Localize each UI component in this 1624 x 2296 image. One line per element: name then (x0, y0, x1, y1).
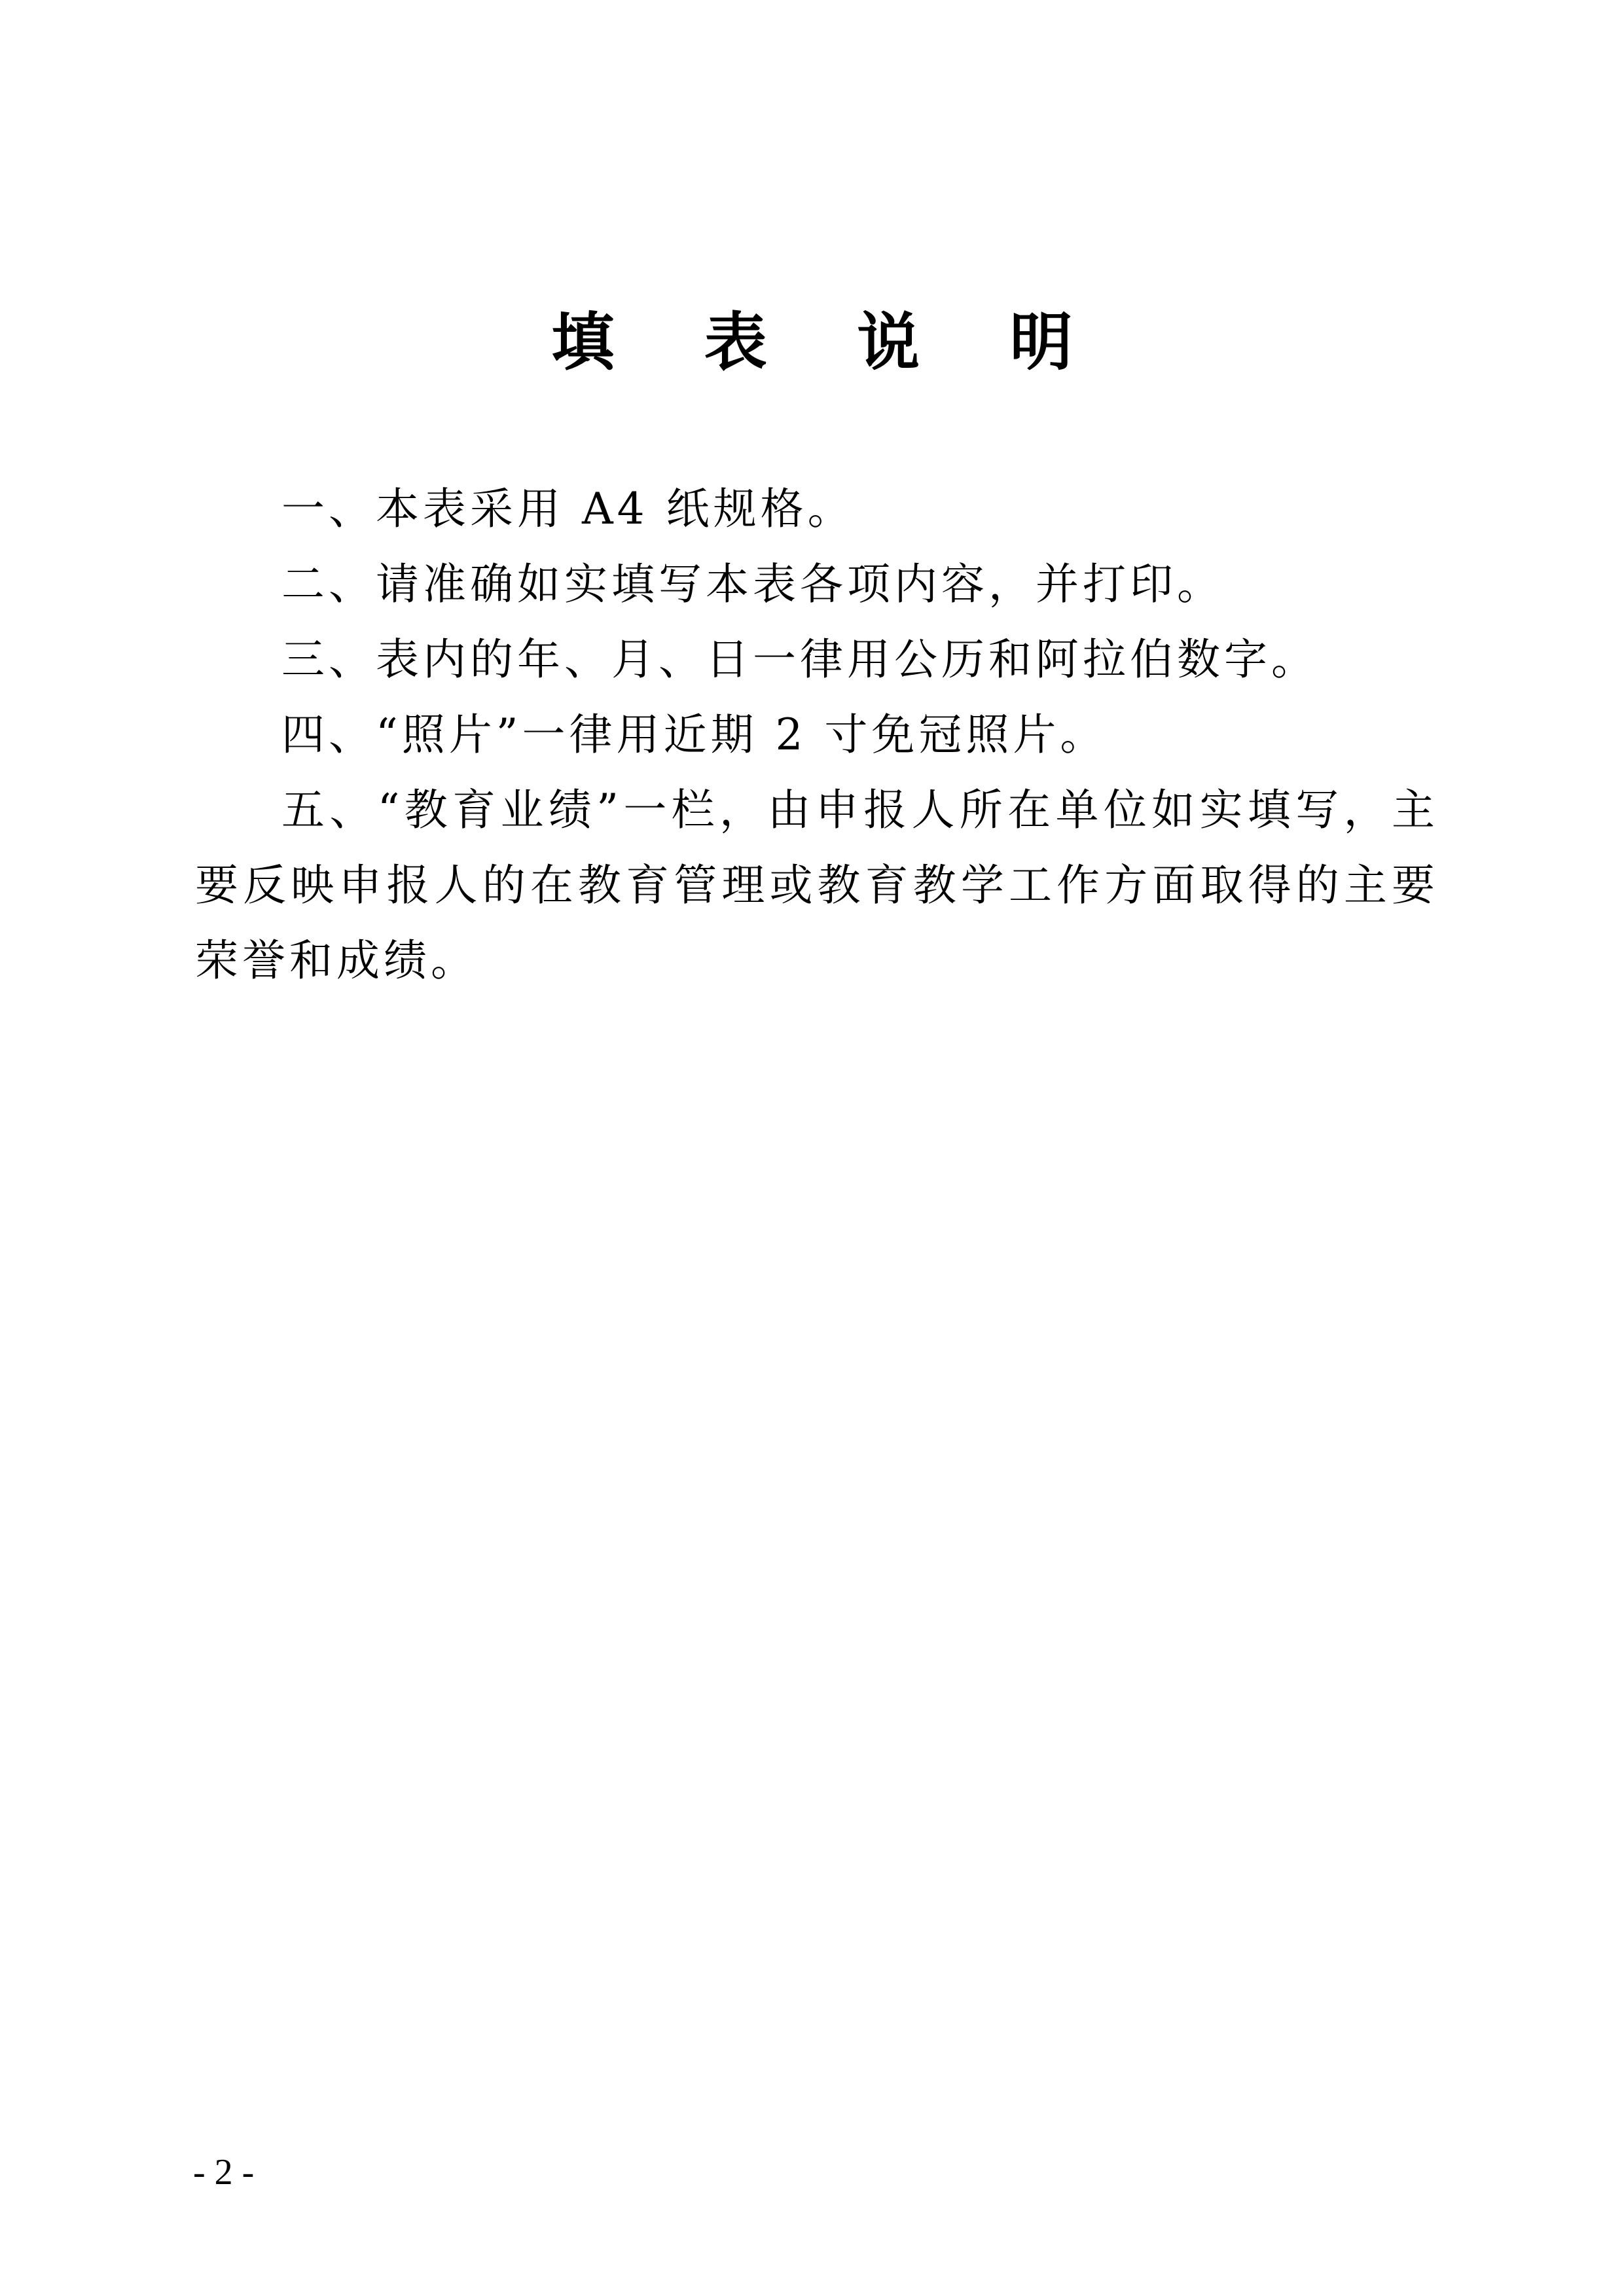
instruction-paragraph-1: 一、本表采用 A4 纸规格。 (281, 484, 855, 534)
instruction-paragraph-5: 五、“教育业绩”一栏，由申报人所在单位如实填写，主要反映申报人的在教育管理或教育教学工作方面取得的主要荣誉和成绩。 (195, 785, 1439, 986)
page-title: 填 表 说 明 (551, 305, 1107, 379)
instructions-body (195, 471, 1439, 998)
page-number: - 2 - (193, 2152, 255, 2193)
instruction-paragraph-3: 三、表内的年、月、日一律用公历和阿拉伯数字。 (281, 634, 1318, 685)
instruction-paragraph-4: 四、“照片”一律用近期 2 寸免冠照片。 (281, 709, 1108, 760)
instruction-paragraph-2: 二、请准确如实填写本表各项内容，并打印。 (281, 559, 1224, 609)
